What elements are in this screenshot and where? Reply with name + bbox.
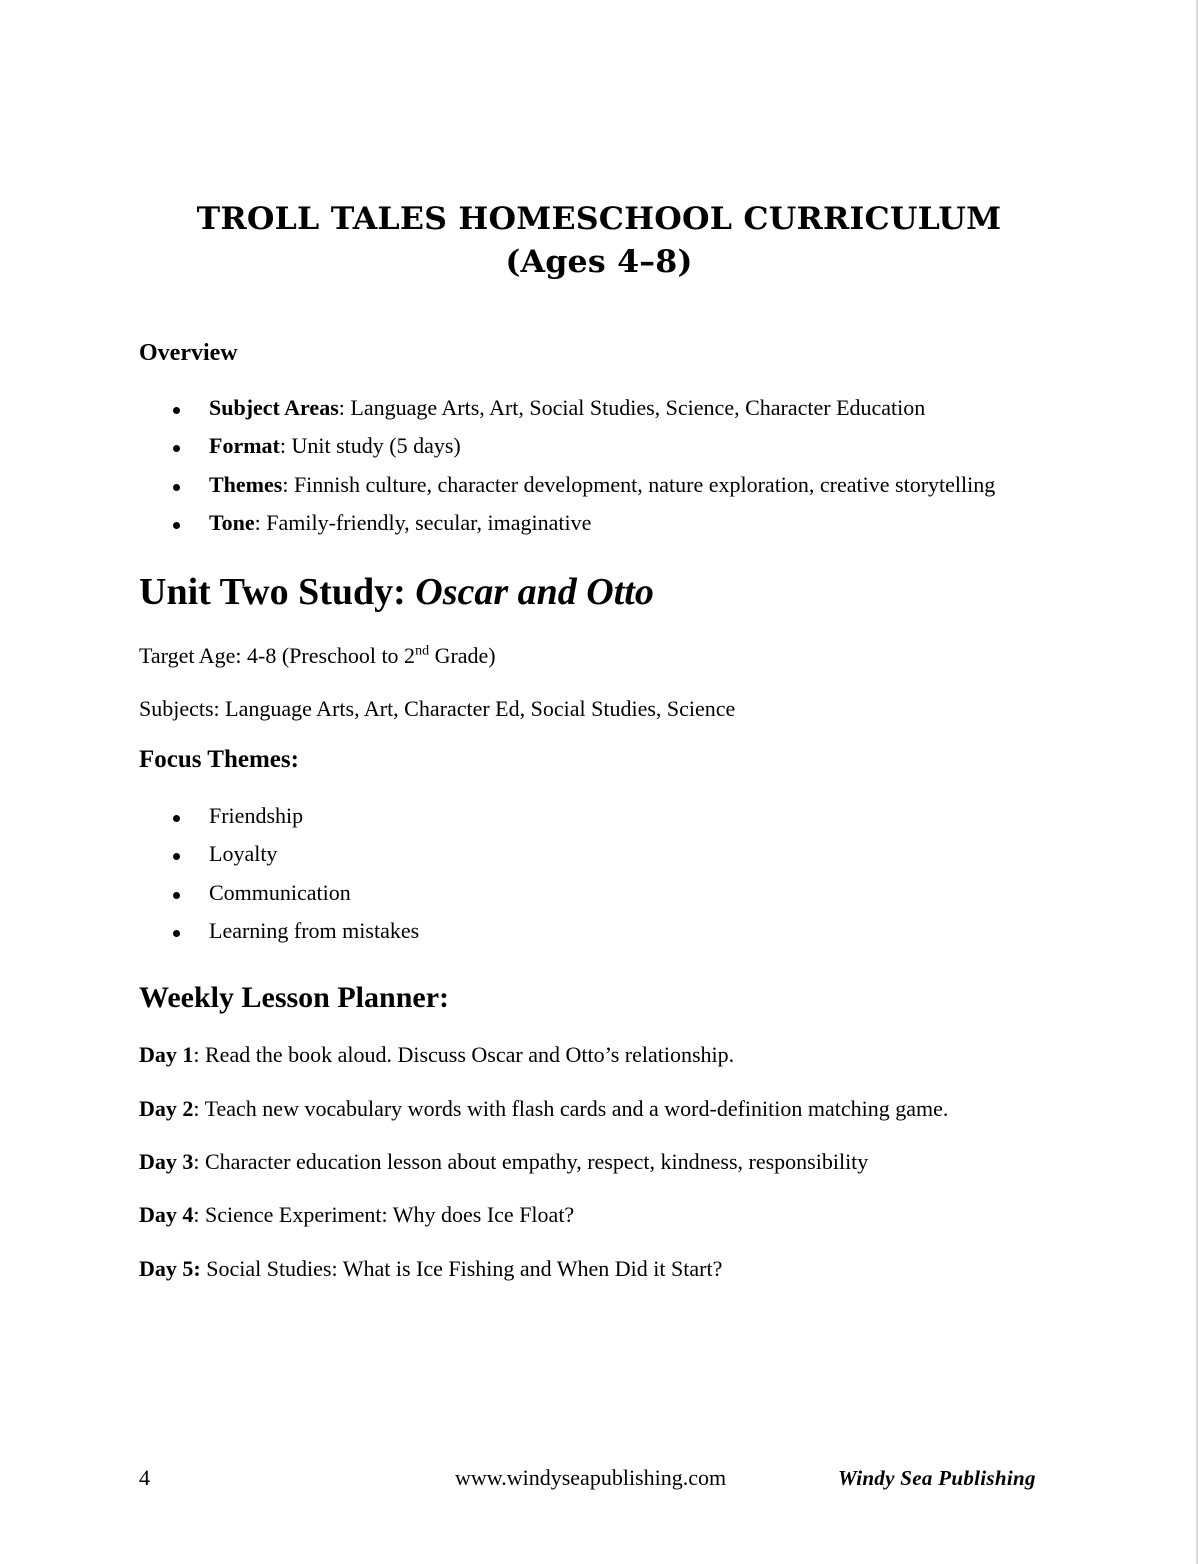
unit-title bbox=[139, 568, 654, 616]
bullet-icon bbox=[173, 484, 180, 491]
planner-day-1 bbox=[139, 1040, 734, 1070]
focus-theme-text: Learning from mistakes bbox=[209, 917, 420, 943]
overview-item-text: : Unit study (5 days) bbox=[279, 433, 461, 459]
bullet-icon bbox=[173, 522, 180, 529]
overview-item-themes bbox=[139, 467, 995, 505]
document-title-line-2: (Ages 4–8) bbox=[505, 244, 693, 280]
overview-list bbox=[139, 390, 995, 543]
document-title bbox=[0, 198, 1198, 284]
target-age-prefix: Target Age: 4-8 (Preschool to 2 bbox=[139, 643, 416, 668]
bullet-icon bbox=[173, 407, 180, 414]
footer-url: www.windyseapublishing.com bbox=[455, 1465, 727, 1490]
bullet-icon bbox=[173, 815, 180, 822]
focus-theme-text: Communication bbox=[209, 879, 351, 905]
overview-item-label: Format bbox=[209, 433, 280, 459]
focus-theme-item bbox=[139, 913, 419, 951]
day-text: : Teach new vocabulary words with flash cards and a word-definition matching game. bbox=[193, 1096, 949, 1121]
unit-title-prefix: Unit Two Study: bbox=[139, 571, 416, 613]
bullet-icon bbox=[173, 892, 180, 899]
overview-heading: Overview bbox=[139, 340, 238, 366]
page-number: 4 bbox=[139, 1465, 150, 1490]
target-age bbox=[139, 641, 496, 671]
overview-item-text: : Finnish culture, character development, nature exploration, creative storytelling bbox=[282, 471, 996, 497]
focus-themes-list bbox=[139, 798, 419, 951]
day-label: Day 2 bbox=[139, 1096, 194, 1121]
day-label: Day 4 bbox=[139, 1202, 194, 1227]
unit-title-book: Oscar and Otto bbox=[415, 571, 654, 613]
focus-theme-item bbox=[139, 875, 419, 913]
overview-item-label: Subject Areas bbox=[209, 395, 339, 420]
day-label: Day 5: bbox=[139, 1256, 201, 1281]
focus-themes-heading: Focus Themes: bbox=[139, 746, 299, 773]
day-text: : Character education lesson about empathy, respect, kindness, responsibility bbox=[193, 1149, 869, 1174]
bullet-icon bbox=[173, 930, 180, 937]
focus-theme-text: Loyalty bbox=[209, 841, 278, 867]
overview-item-label: Themes bbox=[209, 471, 283, 497]
overview-item-label: Tone bbox=[209, 509, 255, 535]
document-title-line-1: TROLL TALES HOMESCHOOL CURRICULUM bbox=[196, 201, 1002, 237]
publisher-brand: Windy Sea Publishing bbox=[838, 1466, 1036, 1490]
day-text: : Science Experiment: Why does Ice Float? bbox=[193, 1202, 575, 1227]
planner-day-5 bbox=[139, 1254, 722, 1284]
day-text: Social Studies: What is Ice Fishing and When Did it Start? bbox=[200, 1256, 723, 1281]
focus-theme-text: Friendship bbox=[209, 803, 304, 828]
planner-day-2 bbox=[139, 1094, 948, 1124]
overview-item-text: : Language Arts, Art, Social Studies, Science, Character Education bbox=[338, 395, 926, 420]
overview-item-subject-areas bbox=[139, 390, 995, 428]
day-label: Day 3 bbox=[139, 1149, 194, 1174]
overview-item-tone bbox=[139, 505, 995, 543]
weekly-planner-heading: Weekly Lesson Planner: bbox=[139, 981, 450, 1014]
target-age-suffix: Grade) bbox=[429, 643, 496, 668]
target-age-sup: nd bbox=[415, 643, 430, 659]
focus-theme-item bbox=[139, 798, 419, 836]
overview-item-text: : Family-friendly, secular, imaginative bbox=[254, 509, 592, 535]
planner-day-4 bbox=[139, 1200, 574, 1230]
overview-item-format bbox=[139, 428, 995, 466]
subjects-line: Subjects: Language Arts, Art, Character Ed, Social Studies, Science bbox=[139, 696, 736, 721]
day-text: : Read the book aloud. Discuss Oscar and Otto’s relationship. bbox=[193, 1042, 735, 1067]
bullet-icon bbox=[173, 853, 180, 860]
day-label: Day 1 bbox=[139, 1042, 194, 1067]
bullet-icon bbox=[173, 445, 180, 452]
focus-theme-item bbox=[139, 836, 419, 874]
planner-day-3 bbox=[139, 1147, 868, 1177]
